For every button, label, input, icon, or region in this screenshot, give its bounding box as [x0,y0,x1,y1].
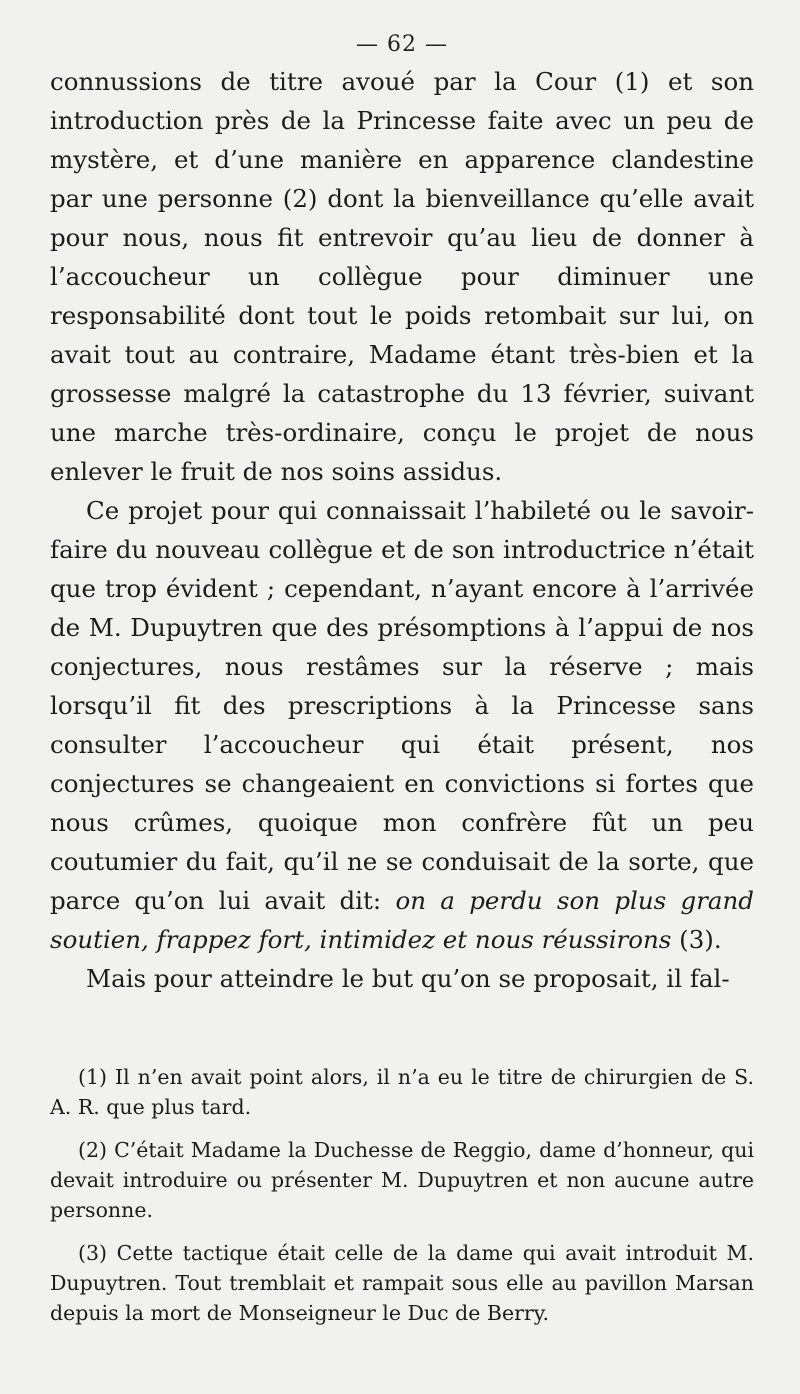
paragraph-3-text: Mais pour atteindre le but qu’on se proposait, il fal- [86,964,730,993]
footnote-3: (3) Cette tactique était celle de la dame qui avait introduit M. Dupuytren. Tout tremblait et rampait sous elle au pavillon Marsan depuis la mort de Monseigneur le Duc de Berry. [50,1241,754,1325]
paragraph-2-text: Ce projet pour qui connaissait l’habileté ou le savoir-faire du nouveau collègue et de son introductrice n’était que trop évident ; cependant, n’ayant encore à l’arrivée de M. Dupuytren que des présomptions à l’appui de nos conjectures, nous restâmes sur la réserve ; mais lorsqu’il fit des prescriptions à la Princesse sans consulter l’accoucheur qui était présent, nos conjectures se changeaient en convictions si fortes que nous crûmes, quoique mon confrère fût un peu coutumier du fait, qu’il ne se conduisait de la sorte, que parce qu’on lui avait dit: [50,496,754,915]
footnote-1: (1) Il n’en avait point alors, il n’a eu le titre de chirurgien de S. A. R. que plus tard. [50,1065,754,1119]
footnote-2: (2) C’était Madame la Duchesse de Reggio, dame d’honneur, qui devait introduire ou présenter M. Dupuytren et non aucune autre personne. [50,1138,754,1222]
paragraph-2-note-ref: (3). [671,925,722,954]
paragraph-1-text: connussions de titre avoué par la Cour (1) et son introduction près de la Princesse faite avec un peu de mystère, et d’une manière en apparence clandestine par une personne (2) dont la bienveillance qu’elle avait pour nous, nous fit entrevoir qu’au lieu de donner à l’accoucheur un collègue pour diminuer une responsabilité dont tout le poids retombait sur lui, on avait tout au contraire, Madame étant très-bien et la grossesse malgré la catastrophe du 13 février, suivant une marche très-ordinaire, conçu le projet de nous enlever le fruit de nos soins assidus. [50,67,754,486]
paragraph-3 [50,959,754,998]
paragraph-1 [50,62,754,491]
page-number: — 62 — [356,32,448,57]
footnotes [50,1062,754,1341]
paragraph-2-italic-quote: on a perdu son plus grand soutien, frappez fort, intimidez et nous réussirons [50,886,754,954]
body-text [50,62,754,998]
paragraph-2 [50,491,754,959]
